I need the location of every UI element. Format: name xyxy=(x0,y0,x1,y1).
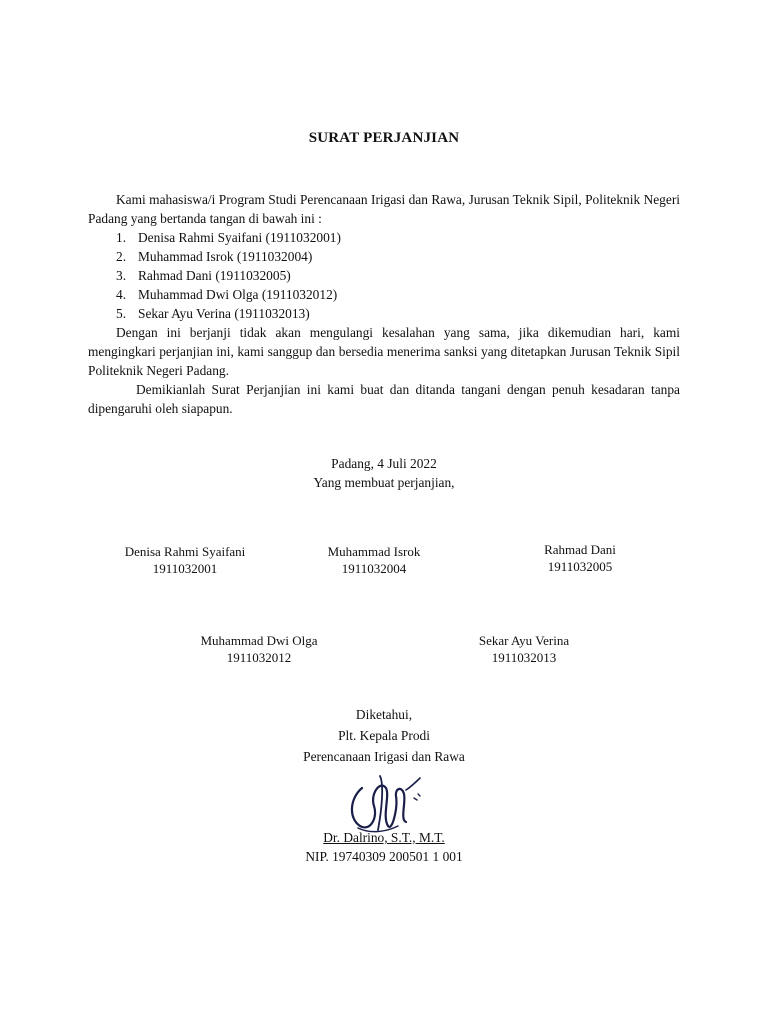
ack-label: Diketahui, xyxy=(355,707,413,722)
signatory-name: Denisa Rahmi Syaifani xyxy=(124,544,246,559)
place-date-block xyxy=(0,454,768,492)
maker-label: Yang membuat perjanjian, xyxy=(313,475,455,490)
signatory-id: 1911032013 xyxy=(491,650,557,665)
signatory-name: Muhammad Isrok xyxy=(327,544,421,559)
ack-position: Plt. Kepala Prodi xyxy=(338,728,430,743)
head-of-program-block xyxy=(0,828,768,866)
signatory-id: 1911032004 xyxy=(341,561,407,576)
head-name: Dr. Dalrino, S.T., M.T. xyxy=(323,830,445,845)
place-date: Padang, 4 Juli 2022 xyxy=(331,456,437,471)
signatory-id: 1911032001 xyxy=(152,561,218,576)
list-item: 3. Rahmad Dani (1911032005) xyxy=(116,268,291,283)
head-nip: NIP. 19740309 200501 1 001 xyxy=(305,849,463,864)
promise-paragraph: Dengan ini berjanji tidak akan mengulangi kesalahan yang sama, jika dikemudian hari, kami mengingkari perjanjian ini, kami sanggup dan bersedia menerima sanksi yang ditetapkan Jurusan Teknik Sipil Politeknik Negeri Padang. xyxy=(88,325,680,378)
closing-paragraph: Demikianlah Surat Perjanjian ini kami buat dan ditanda tangani dengan penuh kesadaran tanpa dipengaruhi oleh siapapun. xyxy=(88,382,680,416)
list-item: 5. Sekar Ayu Verina (1911032013) xyxy=(116,306,310,321)
signatory-block xyxy=(159,632,359,666)
list-item: 1. Denisa Rahmi Syaifani (1911032001) xyxy=(116,230,341,245)
intro-paragraph: Kami mahasiswa/i Program Studi Perencanaan Irigasi dan Rawa, Jurusan Teknik Sipil, Politeknik Negeri Padang yang bertanda tangan di bawah ini : xyxy=(88,192,680,226)
document-title: SURAT PERJANJIAN xyxy=(308,130,460,146)
acknowledgement-block xyxy=(0,704,768,767)
list-item: 2. Muhammad Isrok (1911032004) xyxy=(116,249,313,264)
list-item: 4. Muhammad Dwi Olga (1911032012) xyxy=(116,287,338,302)
signatory-block xyxy=(480,541,680,575)
signatory-block xyxy=(85,543,285,577)
member-list xyxy=(88,228,680,323)
signatory-id: 1911032012 xyxy=(226,650,292,665)
signatory-block xyxy=(424,632,624,666)
signatory-name: Sekar Ayu Verina xyxy=(478,633,570,648)
ack-program: Perencanaan Irigasi dan Rawa xyxy=(303,749,465,764)
document-body xyxy=(88,190,680,418)
signatory-name: Rahmad Dani xyxy=(544,542,616,557)
signatory-block xyxy=(274,543,474,577)
signatory-id: 1911032005 xyxy=(547,559,613,574)
signatory-name: Muhammad Dwi Olga xyxy=(200,633,318,648)
